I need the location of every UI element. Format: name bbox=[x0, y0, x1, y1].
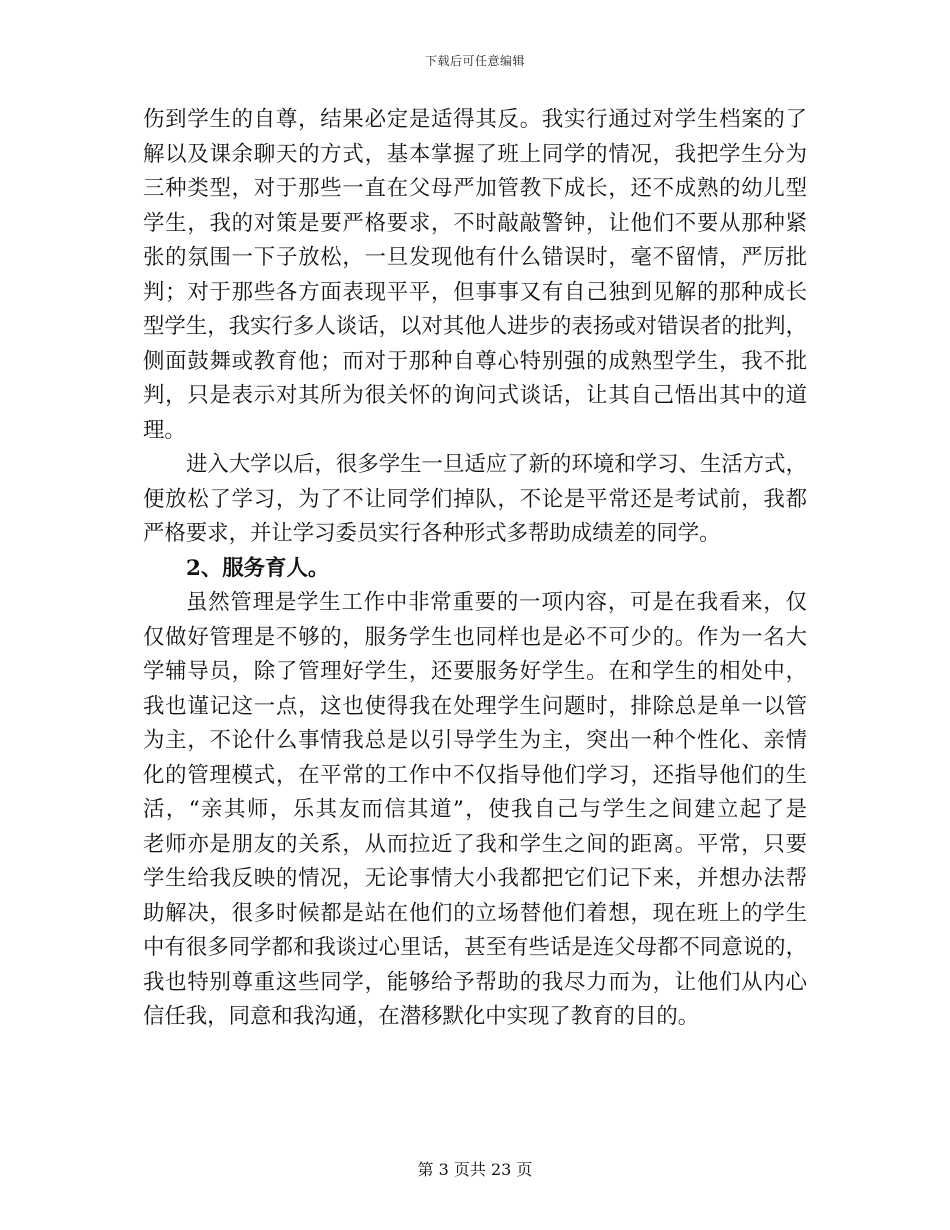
text-line: 三种类型，对于那些一直在父母严加管教下成长，还不成熟的幼儿型 bbox=[143, 176, 807, 201]
text-line: 我也特别尊重这些同学，能够给予帮助的我尽力而为，让他们从内心 bbox=[143, 969, 807, 995]
text-line: 便放松了学习，为了不让同学们掉队，不论是平常还是考试前，我都 bbox=[143, 486, 807, 512]
text-line: 化的管理模式，在平常的工作中不仅指导他们学习，还指导他们的生 bbox=[143, 762, 807, 788]
section-heading: 2、服务育人。 bbox=[186, 555, 330, 581]
text-line: 助解决，很多时候都是站在他们的立场替他们着想，现在班上的学生 bbox=[143, 900, 807, 926]
text-line: 解以及课余聊天的方式，基本掌握了班上同学的情况，我把学生分为 bbox=[143, 141, 807, 167]
text-line: 伤到学生的自尊，结果必定是适得其反。我实行通过对学生档案的了 bbox=[143, 107, 807, 132]
text-line: 仅做好管理是不够的，服务学生也同样也是必不可少的。作为一名大 bbox=[143, 624, 807, 650]
text-line: 为主，不论什么事情我总是以引导学生为主，突出一种个性化、亲情 bbox=[143, 728, 807, 753]
page-number-footer: 第 3 页共 23 页 bbox=[417, 1160, 533, 1179]
text-line: 型学生，我实行多人谈话，以对其他人进步的表扬或对错误者的批判， bbox=[143, 314, 807, 339]
text-line: 中有很多同学都和我谈过心里话，甚至有些话是连父母都不同意说的， bbox=[143, 935, 807, 960]
paragraph-1 bbox=[143, 103, 807, 448]
text-line: 我也谨记这一点，这也使得我在处理学生问题时，排除总是单一以管 bbox=[143, 693, 807, 719]
paragraph-3 bbox=[143, 586, 807, 1035]
text-line: 理。 bbox=[143, 417, 186, 443]
text-line: 活，“亲其师，乐其友而信其道”，使我自己与学生之间建立起了是 bbox=[143, 797, 807, 822]
text-line: 学辅导员，除了管理好学生，还要服务好学生。在和学生的相处中， bbox=[143, 659, 807, 684]
header-note: 下载后可任意编辑 bbox=[424, 54, 525, 68]
paragraph-2 bbox=[143, 448, 807, 552]
text-line: 虽然管理是学生工作中非常重要的一项内容，可是在我看来，仅 bbox=[186, 590, 807, 615]
text-line: 侧面鼓舞或教育他；而对于那种自尊心特别强的成熟型学生，我不批 bbox=[143, 348, 807, 374]
text-line: 严格要求，并让学习委员实行各种形式多帮助成绩差的同学。 bbox=[143, 521, 721, 546]
text-line: 张的氛围一下子放松，一旦发现他有什么错误时，毫不留情，严厉批 bbox=[143, 245, 807, 270]
text-line: 判，只是表示对其所为很关怀的询问式谈话，让其自己悟出其中的道 bbox=[143, 383, 807, 408]
document-body bbox=[143, 103, 807, 1035]
text-line: 判；对于那些各方面表现平平，但事事又有自己独到见解的那种成长 bbox=[143, 279, 807, 305]
text-line: 信任我，同意和我沟通，在潜移默化中实现了教育的目的。 bbox=[143, 1004, 700, 1029]
text-line: 进入大学以后，很多学生一旦适应了新的环境和学习、生活方式， bbox=[186, 452, 807, 477]
text-line: 老师亦是朋友的关系，从而拉近了我和学生之间的距离。平常，只要 bbox=[143, 831, 807, 857]
text-line: 学生给我反映的情况，无论事情大小我都把它们记下来，并想办法帮 bbox=[143, 866, 807, 891]
text-line: 学生，我的对策是要严格要求，不时敲敲警钟，让他们不要从那种紧 bbox=[143, 210, 807, 236]
